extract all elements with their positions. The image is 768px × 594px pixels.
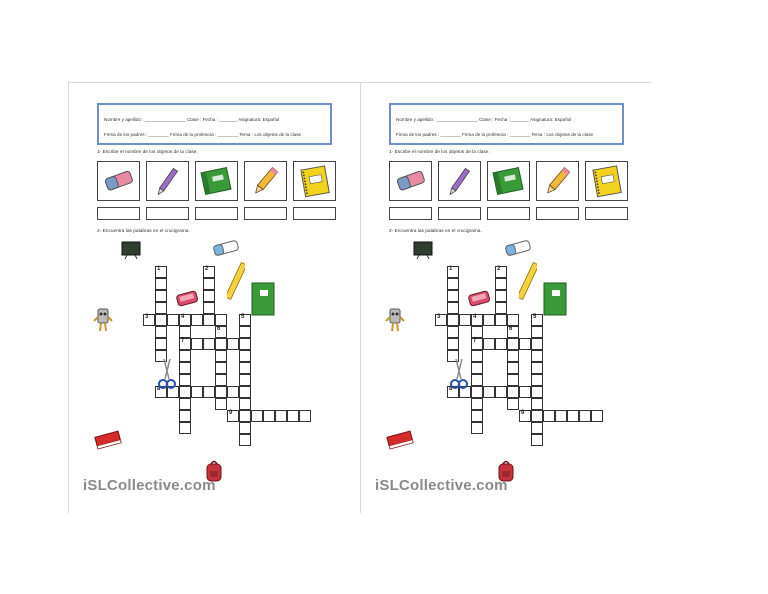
crossword-cell[interactable] [555,410,567,422]
crossword-cell[interactable] [531,422,543,434]
header-row-1: Nombre y apellido : ________________ Clase : Fecha : _______ Asignatura: Español [104,117,280,122]
crossword-clue-number: 2 [205,266,209,272]
red-book-icon [93,429,123,451]
crossword-cell[interactable] [471,362,483,374]
crossword-cell[interactable] [507,338,519,350]
crossword-cell[interactable] [447,302,459,314]
crossword-cell[interactable] [239,338,251,350]
crossword-cell[interactable] [495,290,507,302]
crossword-cell[interactable] [239,398,251,410]
crossword-cell[interactable] [179,410,191,422]
ruler-icon [519,261,537,301]
blackboard-icon [121,241,141,259]
sharpener-robot-icon [385,305,405,333]
instruction-2: 2- Encuentra las palabras en el crucigrama. [97,229,190,234]
crossword-cell[interactable] [531,410,543,422]
crossword-clue-number: 2 [497,266,501,272]
crossword-cell[interactable] [495,302,507,314]
crossword-cell[interactable] [203,302,215,314]
crossword-cell[interactable] [531,326,543,338]
crossword-cell[interactable] [471,374,483,386]
crossword-cell[interactable] [483,386,495,398]
crossword-cell[interactable] [155,290,167,302]
crossword-cell[interactable] [191,386,203,398]
crossword-cell[interactable] [179,350,191,362]
instruction-2: 2- Encuentra las palabras en el crucigrama. [389,229,482,234]
crossword-clue-number: 8 [449,386,453,392]
crossword-cell[interactable] [483,338,495,350]
crossword-cell[interactable] [215,314,227,326]
crossword-cell[interactable] [179,386,191,398]
crossword-cell[interactable] [507,386,519,398]
crossword-clue-number: 5 [533,314,537,320]
crossword-cell[interactable] [495,314,507,326]
crossword-cell[interactable] [471,398,483,410]
crossword-clue-number: 5 [241,314,245,320]
crossword-cell[interactable] [179,326,191,338]
crossword-cell[interactable] [531,374,543,386]
crossword-cell[interactable] [215,350,227,362]
crossword-cell[interactable] [507,362,519,374]
crossword-cell[interactable] [579,410,591,422]
crossword-cell[interactable] [263,410,275,422]
crossword-clue-number: 1 [449,266,453,272]
scissors-icon [155,357,179,391]
crossword-cell[interactable] [227,338,239,350]
crossword-cell[interactable] [251,410,263,422]
crossword-cell[interactable] [531,338,543,350]
scissors-icon [447,357,471,391]
crossword-cell[interactable] [239,410,251,422]
crossword-cell[interactable] [239,350,251,362]
crossword-clue-number: 4 [473,314,477,320]
green-book-icon [542,281,568,317]
crossword-clue-number: 7 [473,338,477,344]
crossword-cell[interactable] [483,314,495,326]
crossword-clue-number: 8 [157,386,161,392]
green-book-icon [250,281,276,317]
crossword-cell[interactable] [179,362,191,374]
header-row-1: Nombre y apellido : ________________ Clase : Fecha : _______ Asignatura: Español [396,117,572,122]
crossword-cell[interactable] [239,326,251,338]
crossword-cell[interactable] [155,278,167,290]
crossword-cell[interactable] [471,386,483,398]
eraser-icon [211,239,241,257]
crossword-cell[interactable] [531,398,543,410]
crossword-cell[interactable] [299,410,311,422]
crossword-clue-number: 9 [521,410,525,416]
crossword-cell[interactable] [567,410,579,422]
crossword-cell[interactable] [239,434,251,446]
watermark: iSLCollective.com [375,477,508,494]
crossword-right [361,83,651,513]
crossword-cell[interactable] [227,386,239,398]
crossword-cell[interactable] [447,314,459,326]
worksheet-left [68,82,360,513]
crossword-cell[interactable] [179,422,191,434]
crossword-cell[interactable] [591,410,603,422]
crossword-cell[interactable] [179,398,191,410]
crossword-cell[interactable] [447,326,459,338]
red-book-icon [385,429,415,451]
crossword-cell[interactable] [215,374,227,386]
crossword-left [69,83,359,513]
crossword-cell[interactable] [531,386,543,398]
worksheet-right [360,82,651,513]
crossword-cell[interactable] [191,338,203,350]
crossword-cell[interactable] [471,422,483,434]
crossword-cell[interactable] [203,314,215,326]
header-row-2: Firma de los padres : ________ Firma de la profesora : ________ Tema : Los objetos de la clase [104,132,302,137]
crossword-cell[interactable] [215,398,227,410]
crossword-cell[interactable] [239,374,251,386]
crossword-cell[interactable] [531,362,543,374]
blackboard-icon [413,241,433,259]
crossword-clue-number: 6 [509,326,513,332]
crossword-cell[interactable] [447,338,459,350]
crossword-cell[interactable] [519,386,531,398]
crossword-cell[interactable] [531,434,543,446]
ruler-icon [227,261,245,301]
crossword-clue-number: 9 [229,410,233,416]
crossword-clue-number: 7 [181,338,185,344]
crossword-cell[interactable] [447,290,459,302]
crossword-cell[interactable] [471,410,483,422]
watermark: iSLCollective.com [83,477,216,494]
crossword-cell[interactable] [179,374,191,386]
crossword-cell[interactable] [531,350,543,362]
crossword-cell[interactable] [287,410,299,422]
crossword-cell[interactable] [459,314,471,326]
crossword-cell[interactable] [239,362,251,374]
crossword-clue-number: 3 [437,314,441,320]
pencil-case-icon [467,289,491,307]
header-row-2: Firma de los padres : ________ Firma de la profesora : ________ Tema : Los objetos de la clase [396,132,594,137]
crossword-cell[interactable] [155,326,167,338]
crossword-cell[interactable] [155,314,167,326]
crossword-cell[interactable] [191,314,203,326]
crossword-cell[interactable] [507,374,519,386]
crossword-cell[interactable] [215,338,227,350]
crossword-cell[interactable] [519,338,531,350]
crossword-cell[interactable] [495,386,507,398]
eraser-icon [503,239,533,257]
crossword-clue-number: 3 [145,314,149,320]
crossword-cell[interactable] [203,338,215,350]
crossword-cell[interactable] [495,278,507,290]
crossword-cell[interactable] [239,422,251,434]
crossword-cell[interactable] [215,386,227,398]
crossword-cell[interactable] [543,410,555,422]
crossword-cell[interactable] [215,362,227,374]
crossword-cell[interactable] [155,338,167,350]
crossword-cell[interactable] [203,290,215,302]
crossword-cell[interactable] [495,338,507,350]
crossword-cell[interactable] [507,314,519,326]
crossword-cell[interactable] [203,278,215,290]
instruction-1: 1- Escribe el nombre de los objetos de la clase. [389,150,490,155]
crossword-cell[interactable] [275,410,287,422]
crossword-cell[interactable] [471,326,483,338]
crossword-cell[interactable] [447,278,459,290]
instruction-1: 1- Escribe el nombre de los objetos de la clase. [97,150,198,155]
crossword-clue-number: 6 [217,326,221,332]
crossword-clue-number: 1 [157,266,161,272]
sharpener-robot-icon [93,305,113,333]
crossword-cell[interactable] [471,350,483,362]
crossword-cell[interactable] [507,350,519,362]
crossword-cell[interactable] [203,386,215,398]
crossword-cell[interactable] [155,302,167,314]
crossword-cell[interactable] [239,386,251,398]
crossword-clue-number: 4 [181,314,185,320]
pencil-case-icon [175,289,199,307]
crossword-cell[interactable] [167,314,179,326]
crossword-cell[interactable] [507,398,519,410]
